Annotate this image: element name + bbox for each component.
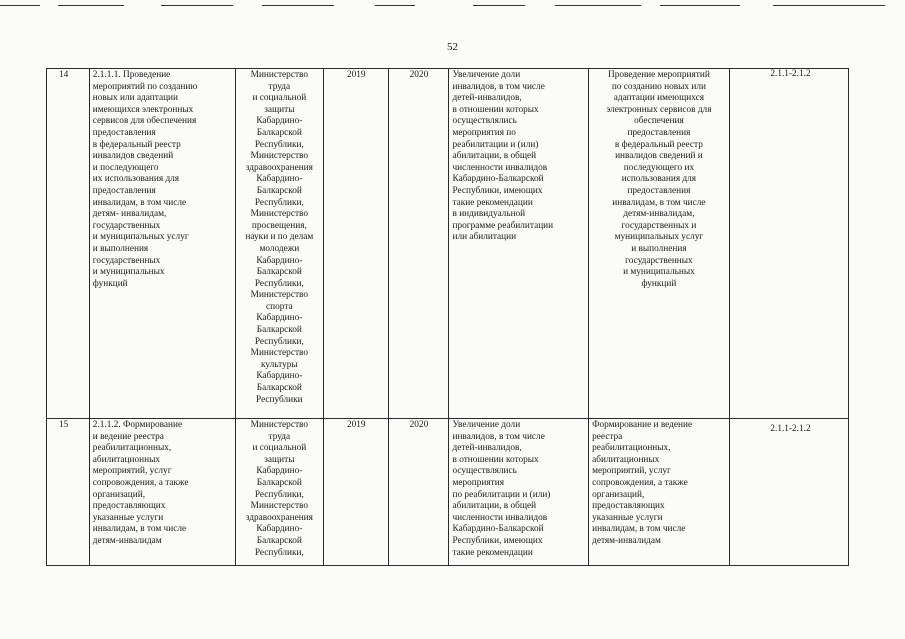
executors: Министерство труда и социальной защиты Кабардино- Балкарской Республики, Министерство здравоохранения Кабардино- Балкарской Республики, Министерство просвещения, науки и по делам молодежи Кабардино- Балкарской Республики, Министерство спорта Кабардино- Балкарской Республики, Министерство культуры Кабардино- Балкарской Республики — [235, 69, 324, 419]
row-number: 14 — [47, 69, 90, 419]
expected-result: Увеличение доли инвалидов, в том числе детей-инвалидов, в отношении которых осуществлялись мероприятия по реабилитации и (или) абилитации, в общей численности инвалидов Кабардино-Балкарской Республики, имеющих такие рекомендации в индивидуальной программе реабилитации или абилитации — [449, 69, 589, 419]
header-rule — [473, 5, 525, 6]
header-rule — [773, 5, 885, 6]
page-number: 52 — [447, 41, 458, 53]
header-rule — [161, 5, 233, 6]
start-year: 2019 — [324, 419, 389, 566]
header-rule — [555, 5, 641, 6]
link-description: Формирование и ведение реестра реабилитационных, абилитационных мероприятий, услуг сопровождения, а также организаций, предоставляющих указанные услуги инвалидам, в том числе детям-инвалидам — [589, 419, 730, 566]
link-description: Проведение мероприятий по созданию новых или адаптации имеющихся электронных сервисов для обеспечения предоставления в федеральный реестр инвалидов сведений и последующего их использования для предоставления инвалидам, в том числе детям-инвалидам, государственных и муниципальных услуг и выполнения государственных и муниципальных функций — [589, 69, 730, 419]
indicators-cell — [729, 69, 848, 419]
indicators-cell — [729, 419, 848, 566]
expected-result: Увеличение доли инвалидов, в том числе детей-инвалидов, в отношении которых осуществлялись мероприятия по реабилитации и (или) абилитации, в общей численности инвалидов Кабардино-Балкарской Республики, имеющих такие рекомендации — [449, 419, 589, 566]
indicators-col-15: 2.1.1-2.1.2 — [770, 424, 811, 434]
header-rule — [0, 5, 40, 6]
table-row — [47, 69, 849, 419]
end-year: 2020 — [389, 419, 449, 566]
start-year: 2019 — [324, 69, 389, 419]
header-rule — [375, 5, 415, 6]
indicators-col-14: 2.1.1-2.1.2 — [770, 69, 811, 79]
header-rule — [58, 5, 124, 6]
table-row — [47, 419, 849, 566]
measures-table — [46, 68, 849, 566]
header-rule — [262, 5, 334, 6]
executors: Министерство труда и социальной защиты Кабардино- Балкарской Республики, Министерство здравоохранения Кабардино- Балкарской Республики, — [235, 419, 324, 566]
row-number: 15 — [47, 419, 90, 566]
measure-name: 2.1.1.2. Формирование и ведение реестра реабилитационных, абилитационных мероприятий, услуг сопровождения, а также организаций, предоставляющих указанные услуги инвалидам, в том числе детям-инвалидам — [89, 419, 235, 566]
measure-name: 2.1.1.1. Проведение мероприятий по созданию новых или адаптации имеющихся электронных сервисов для обеспечения предоставления в федеральный реестр инвалидов сведений и последующего их использования для предоставления инвалидам, в том числе детям- инвалидам, государственных и муниципальных услуг и выполнения государственных и муниципальных функций — [89, 69, 235, 419]
end-year: 2020 — [389, 69, 449, 419]
header-rule — [660, 5, 740, 6]
